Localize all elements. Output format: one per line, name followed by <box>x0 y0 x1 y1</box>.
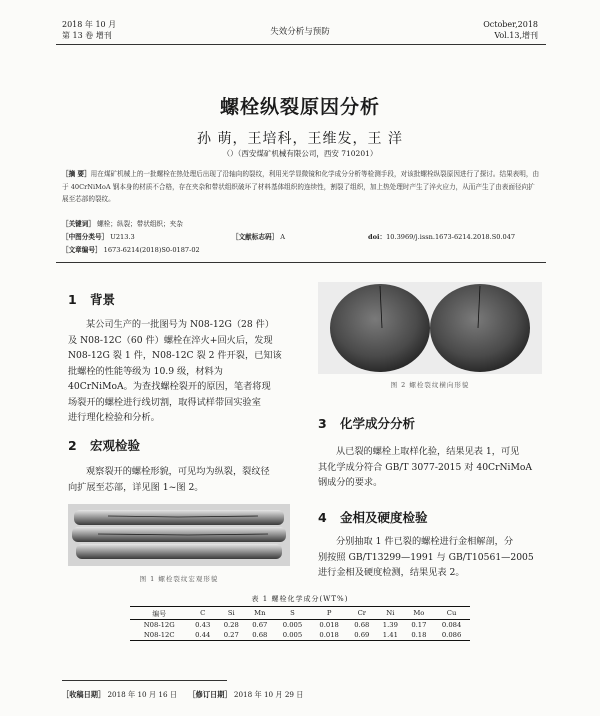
section-2-body <box>68 464 298 495</box>
section-4-heading <box>318 508 428 526</box>
table-cell: 0.086 <box>441 631 462 639</box>
section-4-body <box>318 534 544 581</box>
section-3-title: 化学成分分析 <box>340 416 416 431</box>
table-cell: 0.084 <box>441 621 462 629</box>
section-1-line: 场裂开的螺栓进行线切割，取得试样带回实验室 <box>68 396 261 408</box>
bolt-1 <box>74 510 284 525</box>
section-3-body <box>318 444 544 491</box>
table-cell: 0.28 <box>223 621 239 629</box>
header-rule <box>56 44 546 45</box>
section-1-line: 及 N08-12C（60 件）螺栓在淬火+回火后，发现 <box>68 334 273 346</box>
section-2-line: 观察裂开的螺栓形貌，可见均为纵裂，裂纹径 <box>86 466 270 477</box>
table-cell: 0.27 <box>223 631 239 639</box>
section-1-heading <box>68 290 115 308</box>
figure-2-photo <box>318 282 542 374</box>
clc-label: ［中图分类号］ <box>62 233 109 241</box>
table-cell: 0.68 <box>252 631 268 639</box>
section-4-line: 分别抽取 1 件已裂的螺栓进行金相解剖，分 <box>336 536 514 547</box>
table-header-cell: Cr <box>357 609 367 617</box>
header-date: 2018 年 10 月 <box>62 20 117 29</box>
articleid-value: 1673-6214(2018)S0-0187-02 <box>103 246 200 254</box>
keywords-text: 螺栓；纵裂；带状组织；夹杂 <box>97 220 183 228</box>
chemical-composition-table <box>130 606 470 641</box>
table-cell: N08-12C <box>143 631 175 639</box>
revised-date: 2018 年 10 月 29 日 <box>233 690 304 699</box>
section-3-line: 其化学成分符合 GB/T 3077-2015 对 40CrNiMoA <box>318 461 533 473</box>
table-cell: N08-12G <box>143 621 175 629</box>
received-label: ［收稿日期］ <box>62 690 106 699</box>
table-cell: 0.44 <box>195 631 211 639</box>
dates-footnote <box>62 690 303 700</box>
header-volume-en: Vol.13,增刊 <box>494 31 538 40</box>
section-3-number: 3 <box>318 416 327 431</box>
articleid-label: ［文章编号］ <box>62 246 102 254</box>
keywords <box>62 218 183 228</box>
article-id <box>62 244 200 254</box>
received-date: 2018 年 10 月 16 日 <box>107 690 178 699</box>
table-cell: 1.39 <box>382 621 398 629</box>
figure-1-photo <box>68 504 290 566</box>
table-header-cell: S <box>290 609 295 617</box>
section-2-line: 向扩展至芯部，详见图 1~图 2。 <box>68 481 204 493</box>
table-cell: 0.18 <box>411 631 427 639</box>
section-2-heading <box>68 436 140 454</box>
section-4-line: 别按照 GB/T13299—1991 与 GB/T10561—2005 <box>318 551 534 563</box>
section-3-line: 钢成分的要求。 <box>318 477 383 488</box>
doccode-value: A <box>280 233 286 241</box>
section-1-line: 某公司生产的一批图号为 N08-12G（28 件） <box>86 319 275 330</box>
section-1-number: 1 <box>68 292 77 307</box>
bolt-3 <box>76 544 282 559</box>
section-1-line: 进行理化检验和分析。 <box>68 412 160 423</box>
doccode-label: ［文献标志码］ <box>232 233 279 241</box>
keywords-label: ［关键词］ <box>62 220 95 228</box>
article-title: 螺栓纵裂原因分析 <box>219 96 380 118</box>
figure-2-caption: 图 2 螺栓裂纹横向形貌 <box>390 381 470 389</box>
doi-value: 10.3969/j.issn.1673-6214.2018.S0.047 <box>386 233 516 241</box>
section-4-title: 金相及硬度检验 <box>340 510 428 525</box>
table-cell: 1.41 <box>382 631 398 639</box>
table-header-cell: Mo <box>413 609 425 617</box>
table-header-cell: Mn <box>254 609 266 617</box>
abstract-rule <box>56 262 546 263</box>
cross-section-right <box>430 284 530 372</box>
table-header-cell: 编号 <box>152 610 167 618</box>
table-header-row <box>130 607 470 620</box>
table-header-cell: Cu <box>446 609 457 617</box>
header-date-en: October,2018 <box>483 20 538 29</box>
header-volume: 第 13 卷 增刊 <box>62 31 112 40</box>
table-row <box>130 620 470 631</box>
table-cell: 0.43 <box>195 621 211 629</box>
section-1-line: 40CrNiMoA。为查找螺栓裂开的原因，笔者将现 <box>68 381 271 392</box>
section-4-number: 4 <box>318 510 327 525</box>
section-3-line: 从已裂的螺栓上取样化验，结果见表 1，可见 <box>336 446 520 457</box>
clc-number <box>62 231 135 241</box>
table-cell: 0.67 <box>252 621 268 629</box>
section-2-title: 宏观检验 <box>90 438 141 453</box>
doi-label: doi： <box>368 233 387 241</box>
section-3-heading <box>318 414 415 432</box>
footnote-rule <box>62 680 227 681</box>
table-header-cell: P <box>326 609 332 617</box>
table-header-cell: Ni <box>386 609 395 617</box>
table-header-cell: Si <box>227 609 235 617</box>
article-authors: 孙 萌，王培科，王维发，王 洋 <box>197 131 403 147</box>
table-cell: 0.69 <box>354 631 370 639</box>
clc-value: U213.3 <box>110 233 135 241</box>
section-1-title: 背景 <box>90 292 116 307</box>
section-4-line: 进行金相及硬度检测，结果见表 2。 <box>318 567 465 578</box>
cross-section-left <box>330 284 430 372</box>
abstract-text: 用在煤矿机械上的一批螺栓在热处理后出现了沿轴向的裂纹，利用光学显微镜和化学成分分析等检测手段，对该批螺栓纵裂原因进行了探讨。结果表明，由于 40CrNiMoA 钢本身的材质不合格，存在夹杂和带状组织破坏了材料基体组织的连续性，割裂了组织，加上热处理时产生了淬火应力，从而产生了由表面径向扩展至芯部的裂纹。 <box>62 170 540 203</box>
abstract-label: ［摘 要］ <box>62 170 91 178</box>
section-1-line: N08-12G 裂 1 件，N08-12C 裂 2 件开裂，已知该 <box>68 350 282 361</box>
document-code <box>232 231 285 241</box>
table-cell: 0.17 <box>411 621 427 629</box>
table-cell: 0.018 <box>319 631 339 639</box>
journal-name: 失效分析与预防 <box>270 27 330 37</box>
table-cell: 0.68 <box>354 621 370 629</box>
table-cell: 0.005 <box>282 621 303 629</box>
section-2-number: 2 <box>68 438 77 453</box>
table-row <box>130 630 470 641</box>
revised-label: ［修订日期］ <box>188 690 232 699</box>
section-1-line: 批螺栓的性能等级为 10.9 级，材料为 <box>68 365 223 377</box>
table-header-cell: C <box>200 609 206 617</box>
abstract <box>62 168 540 206</box>
section-1-body <box>68 317 298 426</box>
article-affiliation: （）（西安煤矿机械有限公司，西安 710201） <box>222 149 378 158</box>
figure-1-caption: 图 1 螺栓裂纹宏观形貌 <box>139 575 219 583</box>
table-cell: 0.018 <box>319 621 339 629</box>
table-1-caption: 表 1 螺栓化学成分(WT%) <box>251 595 349 603</box>
table-cell: 0.005 <box>282 631 303 639</box>
doi <box>368 231 515 241</box>
